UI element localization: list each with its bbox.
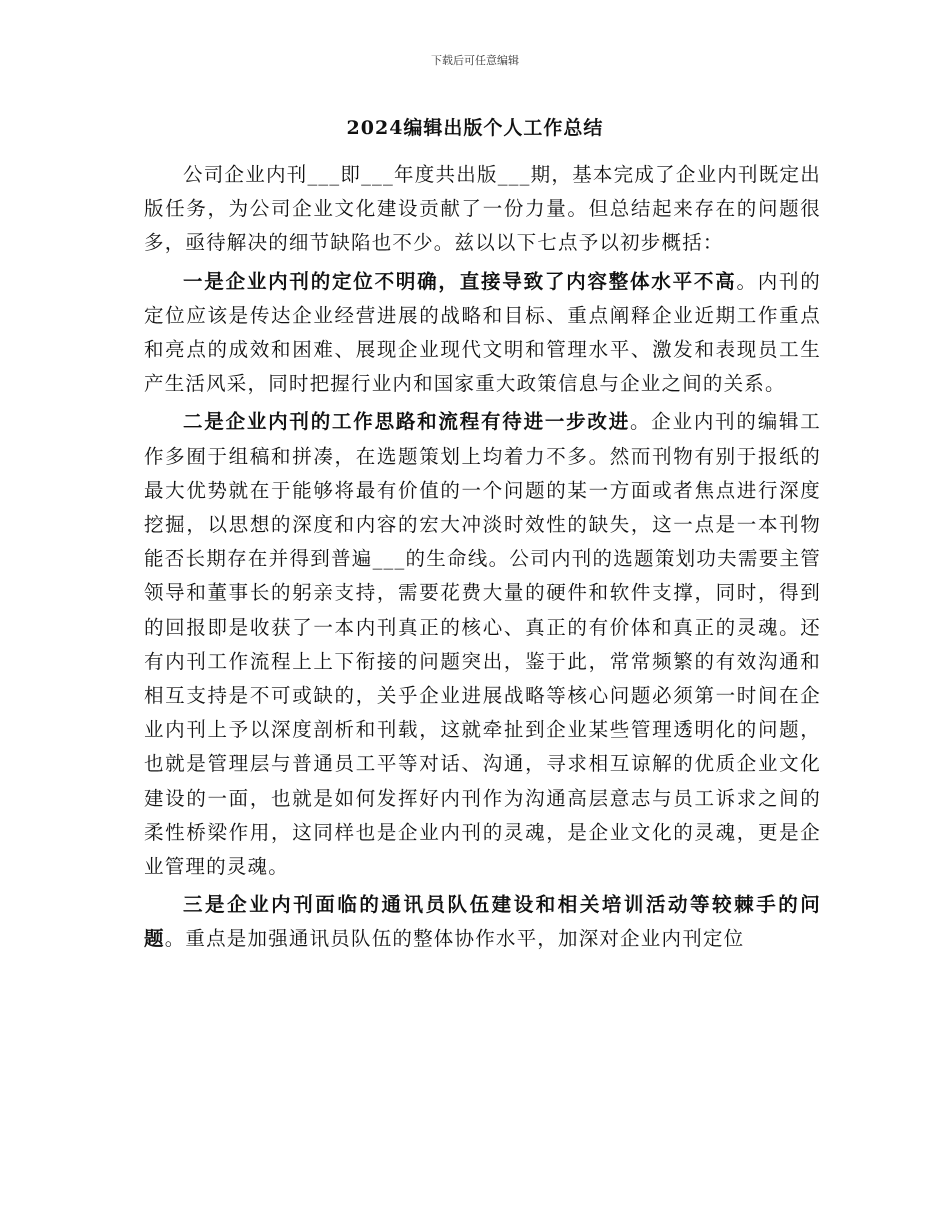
- section-body-1: 。内刊的定位应该是传达企业经营进展的战略和目标、重点阐释企业近期工作重点和亮点的成效和困难、展现企业现代文明和管理水平、激发和表现员工生产生活风采，同时把握行业内和国家重大政策信息与企业之间的关系。: [144, 269, 821, 396]
- section-lead-1: 一是企业内刊的定位不明确，直接导致了内容整体水平不高: [183, 269, 737, 293]
- section-paragraph-3: [144, 888, 821, 956]
- section-body-2: 。企业内刊的编辑工作多囿于组稿和拼凑，在选题策划上均着力不多。然而刊物有别于报纸的最大优势就在于能够将最有价值的一个问题的某一方面或者焦点进行深度挖掘，以思想的深度和内容的宏大冲淡时效性的缺失，这一点是一本刊物能否长期存在并得到普遍___的生命线。公司内刊的选题策划功夫需要主管领导和董事长的躬亲支持，需要花费大量的硬件和软件支撑，同时，得到的回报即是收获了一本内刊真正的核心、真正的有价体和真正的灵魂。还有内刊工作流程上上下衔接的问题突出，鉴于此，常常频繁的有效沟通和相互支持是不可或缺的，关乎企业进展战略等核心问题必须第一时间在企业内刊上予以深度剖析和刊载，这就牵扯到企业某些管理透明化的问题，也就是管理层与普通员工平等对话、沟通，寻求相互谅解的优质企业文化建设的一面，也就是如何发挥好内刊作为沟通高层意志与员工诉求之间的柔性桥梁作用，这同样也是企业内刊的灵魂，是企业文化的灵魂，更是企业管理的灵魂。: [144, 410, 821, 879]
- section-paragraph-1: [144, 265, 821, 402]
- section-lead-3: 三是企业内刊面临的通讯员队伍建设和相关培训活动等较棘手的问题: [144, 893, 821, 951]
- section-body-3: 。重点是加强通讯员队伍的整体协作水平，加深对企业内刊定位: [164, 927, 745, 951]
- document-body: [144, 158, 821, 961]
- document-title: 2024编辑出版个人工作总结: [346, 117, 604, 139]
- intro-paragraph: 公司企业内刊___即___年度共出版___期，基本完成了企业内刊既定出版任务，为公司企业文化建设贡献了一份力量。但总结起来存在的问题很多，亟待解决的细节缺陷也不少。兹以以下七点予以初步概括：: [144, 163, 821, 255]
- section-paragraph-2: [144, 405, 821, 884]
- page-header: 下载后可任意编辑: [431, 54, 519, 67]
- section-lead-2: 二是企业内刊的工作思路和流程有待进一步改进: [183, 410, 630, 434]
